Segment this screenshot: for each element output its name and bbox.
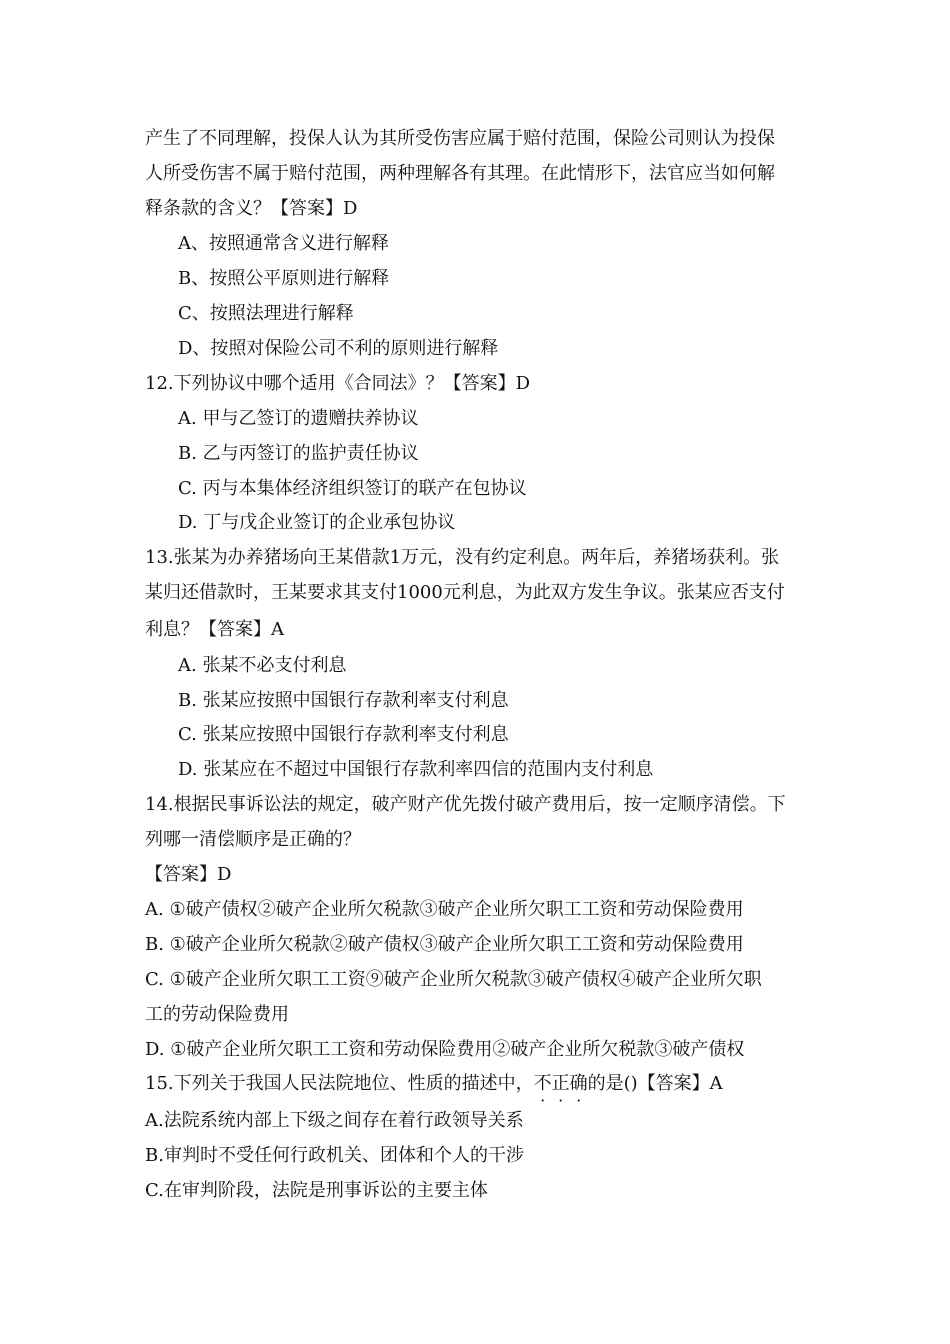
option-line: A、按照通常含义进行解释	[178, 233, 389, 254]
option-line: B. 乙与丙签订的监护责任协议	[178, 443, 419, 464]
option-line: B. ①破产企业所欠税款②破产债权③破产企业所欠职工工资和劳动保险费用	[145, 934, 744, 955]
option-line: B、按照公平原则进行解释	[178, 268, 390, 289]
option-line: C、按照法理进行解释	[178, 303, 354, 324]
option-line: B.审判时不受任何行政机关、团体和个人的干涉	[145, 1145, 524, 1166]
option-line: B. 张某应按照中国银行存款利率支付利息	[178, 690, 509, 711]
option-line: C. 丙与本集体经济组织签订的联产在包协议	[178, 478, 527, 499]
option-line: C. 张某应按照中国银行存款利率支付利息	[178, 724, 509, 745]
emphasis-char: 不	[533, 1073, 552, 1094]
option-line: D. ①破产企业所欠职工工资和劳动保险费用②破产企业所欠税款③破产债权	[145, 1039, 745, 1060]
question-line: 12.下列协议中哪个适用《合同法》？【答案】D	[145, 373, 531, 394]
option-line: D、按照对保险公司不利的原则进行解释	[178, 338, 499, 359]
emphasis-char: 正	[551, 1073, 570, 1094]
option-line: D. 张某应在不超过中国银行存款利率四信的范围内支付利息	[178, 759, 654, 780]
text-line: 人所受伤害不属于赔付范围，两种理解各有其理。在此情形下，法官应当如何解	[145, 163, 775, 184]
question-line: 13.张某为办养猪场向王某借款1万元，没有约定利息。两年后，养猪场获利。张	[145, 547, 780, 568]
text-line: 某归还借款时，王某要求其支付1000元利息，为此双方发生争议。张某应否支付	[145, 582, 785, 603]
question-15-prefix: 15.下列关于我国人民法院地位、性质的描述中，	[145, 1073, 534, 1094]
option-line: A.法院系统内部上下级之间存在着行政领导关系	[145, 1110, 524, 1131]
question-line	[145, 1073, 723, 1095]
question-line: 14.根据民事诉讼法的规定，破产财产优先拨付破产费用后，按一定顺序清偿。下	[145, 794, 786, 815]
option-line: C.在审判阶段，法院是刑事诉讼的主要主体	[145, 1180, 488, 1201]
option-line: A. 甲与乙签订的遗赠扶养协议	[178, 408, 419, 429]
question-15-suffix: 的是()【答案】A	[587, 1073, 723, 1094]
option-line: D. 丁与戊企业签订的企业承包协议	[178, 512, 456, 533]
text-line: 列哪一清偿顺序是正确的？	[145, 829, 361, 850]
text-line: 工的劳动保险费用	[145, 1004, 289, 1025]
option-line: A. 张某不必支付利息	[178, 655, 347, 676]
text-line: 利息？【答案】A	[145, 619, 284, 640]
answer-line: 【答案】D	[145, 864, 232, 885]
emphasis-char: 确	[569, 1073, 588, 1094]
text-line: 产生了不同理解，投保人认为其所受伤害应属于赔付范围，保险公司则认为投保	[145, 128, 775, 149]
option-line: A. ①破产债权②破产企业所欠税款③破产企业所欠职工工资和劳动保险费用	[145, 899, 744, 920]
text-line: 释条款的含义？【答案】D	[145, 198, 358, 219]
option-line: C. ①破产企业所欠职工工资⑨破产企业所欠税款③破产债权④破产企业所欠职	[145, 969, 762, 990]
